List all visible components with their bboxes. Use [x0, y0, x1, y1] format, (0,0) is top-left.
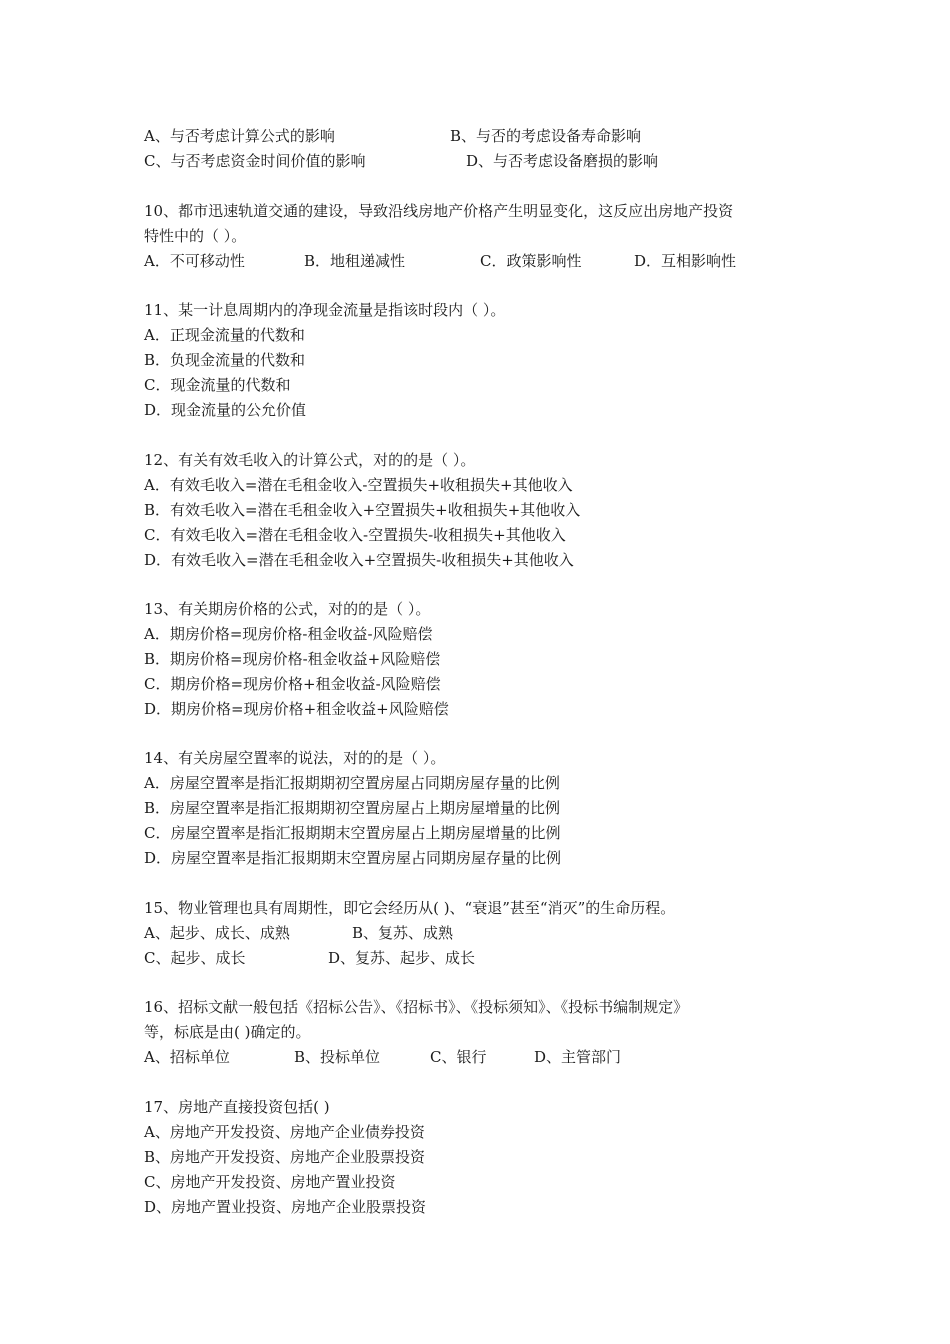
- q17-stem: 17、房地产直接投资包括( ): [144, 1098, 330, 1116]
- q15-option-b: B、复苏、成熟: [352, 924, 454, 942]
- q9-option-d: D、与否考虑设备磨损的影响: [466, 152, 659, 170]
- q11-option-d: D．现金流量的公允价值: [144, 401, 307, 419]
- q13-option-b: B．期房价格=现房价格-租金收益+风险赔偿: [144, 650, 441, 668]
- q11-option-a: A．正现金流量的代数和: [144, 326, 305, 344]
- q13-option-c: C．期房价格=现房价格+租金收益-风险赔偿: [144, 675, 441, 693]
- q14-option-d: D．房屋空置率是指汇报期期末空置房屋占同期房屋存量的比例: [144, 849, 562, 867]
- q14-option-c: C．房屋空置率是指汇报期期末空置房屋占上期房屋增量的比例: [144, 824, 561, 842]
- q11-option-b: B．负现金流量的代数和: [144, 351, 306, 369]
- q16-stem-line-1: 16、招标文献一般包括《招标公告》、《招标书》、《投标须知》、《投标书编制规定》: [144, 998, 689, 1016]
- q10-stem-line-1: 10、都市迅速轨道交通的建设，导致沿线房地产价格产生明显变化，这反应出房地产投资: [144, 202, 734, 220]
- q15-option-a: A、起步、成长、成熟: [144, 924, 290, 942]
- q17-option-c: C、房地产开发投资、房地产置业投资: [144, 1173, 396, 1191]
- q17-option-d: D、房地产置业投资、房地产企业股票投资: [144, 1198, 427, 1216]
- q14-option-a: A．房屋空置率是指汇报期期初空置房屋占同期房屋存量的比例: [144, 774, 560, 792]
- q16-option-d: D、主管部门: [534, 1048, 622, 1066]
- q12-option-a: A．有效毛收入=潜在毛租金收入-空置损失+收租损失+其他收入: [144, 476, 573, 494]
- q17-option-b: B、房地产开发投资、房地产企业股票投资: [144, 1148, 426, 1166]
- q11-stem: 11、某一计息周期内的净现金流量是指该时段内（ ）。: [144, 301, 506, 319]
- q15-stem: 15、物业管理也具有周期性，即它会经历从( )、“衰退”甚至“消灭”的生命历程。: [144, 899, 676, 917]
- q16-option-b: B、投标单位: [294, 1048, 381, 1066]
- q16-stem-line-2: 等，标底是由( )确定的。: [144, 1023, 311, 1041]
- q9-option-c: C、与否考虑资金时间价值的影响: [144, 152, 366, 170]
- q9-option-b: B、与否的考虑设备寿命影响: [450, 127, 642, 145]
- q12-option-c: C．有效毛收入=潜在毛租金收入-空置损失-收租损失+其他收入: [144, 526, 566, 544]
- q12-option-d: D．有效毛收入=潜在毛租金收入+空置损失-收租损失+其他收入: [144, 551, 574, 569]
- q12-stem: 12、有关有效毛收入的计算公式，对的的是（ ）。: [144, 451, 476, 469]
- q12-option-b: B．有效毛收入=潜在毛租金收入+空置损失+收租损失+其他收入: [144, 501, 581, 519]
- q13-option-d: D．期房价格=现房价格+租金收益+风险赔偿: [144, 700, 449, 718]
- q10-stem-line-2: 特性中的（ ）。: [144, 227, 247, 245]
- q9-option-a: A、与否考虑计算公式的影响: [144, 127, 335, 145]
- q10-option-a: A．不可移动性: [144, 252, 245, 270]
- q17-option-a: A、房地产开发投资、房地产企业债券投资: [144, 1123, 425, 1141]
- q13-stem: 13、有关期房价格的公式，对的的是（ ）。: [144, 600, 431, 618]
- q10-option-b: B．地租递减性: [304, 252, 406, 270]
- q16-option-c: C、银行: [430, 1048, 487, 1066]
- q14-option-b: B．房屋空置率是指汇报期期初空置房屋占上期房屋增量的比例: [144, 799, 561, 817]
- q14-stem: 14、有关房屋空置率的说法，对的的是（ ）。: [144, 749, 446, 767]
- q15-option-d: D、复苏、起步、成长: [328, 949, 476, 967]
- q11-option-c: C．现金流量的代数和: [144, 376, 291, 394]
- q13-option-a: A．期房价格=现房价格-租金收益-风险赔偿: [144, 625, 433, 643]
- q15-option-c: C、起步、成长: [144, 949, 246, 967]
- q16-option-a: A、招标单位: [144, 1048, 230, 1066]
- q10-option-c: C．政策影响性: [480, 252, 582, 270]
- q10-option-d: D．互相影响性: [634, 252, 737, 270]
